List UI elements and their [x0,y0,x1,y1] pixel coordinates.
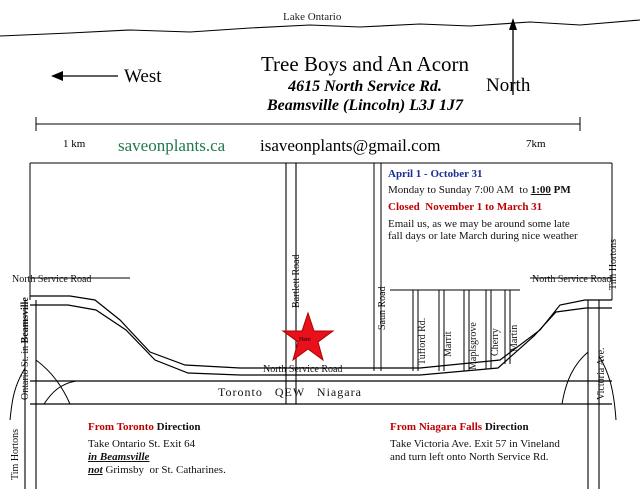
poi-tim-hortons-right: Tim Hortons [608,238,619,290]
hours-season-heading: April 1 - October 31 [388,168,483,180]
closed-block [388,201,578,243]
north-label: North [486,75,531,96]
closed-line-1: Email us, as we may be around some late [388,217,570,230]
directions-niagara [390,417,560,464]
road-label-victoria-ave: Victoria Ave. [596,347,607,400]
road-label-bartlett: Bartlett Road [291,254,302,308]
hours-season-line [388,184,571,197]
road-label-north-service-west: North Service Road [12,274,92,285]
hours-close-ampm: PM [550,183,571,196]
directions-niagara-heading [390,417,560,435]
road-label-highway: Toronto QEW Niagara [218,385,362,399]
road-label-north-service-east: North Service Road [532,274,612,285]
west-label: West [124,66,162,87]
directions-niagara-line-2: and turn left onto North Service Rd. [390,451,549,464]
directions-toronto [88,417,226,476]
scale-right-label: 7km [526,138,546,150]
email-link[interactable]: isaveonplants@gmail.com [260,136,441,155]
closed-heading: Closed November 1 to March 31 [388,201,543,213]
page-title: Tree Boys and An Acorn [260,52,470,76]
directions-toronto-heading [88,417,226,435]
poi-tim-hortons-left: Tim Hortons [10,428,21,480]
directions-toronto-line-3 [88,464,226,477]
scale-left-label: 1 km [63,138,86,150]
directions-toronto-line-2: in Beamsville [88,451,150,464]
here-marker-label: Here [299,337,311,343]
directions-toronto-not: not [88,463,103,476]
hours-block [388,168,571,196]
directions-niagara-heading-rest: Direction [482,421,529,433]
address-line-2: Beamsville (Lincoln) L3J 1J7 [267,97,463,114]
road-label-martin: Martin [509,324,520,352]
hours-season-prefix: Monday to Sunday 7:00 AM to [388,183,531,196]
road-label-maplsgrove: Maplsgrove [468,322,479,370]
ontario-st-prefix: Ontario St. in [20,343,31,400]
lake-label: Lake Ontario [283,11,342,23]
directions-toronto-line-1: Take Ontario St. Exit 64 [88,438,196,451]
road-label-ontario-st [20,297,32,400]
ontario-st-city: Beamsville [20,297,31,344]
hours-close-time: 1:00 [530,183,551,196]
road-label-north-service-center: North Service Road [263,364,343,375]
road-label-saun: Saun Road [377,286,388,330]
closed-line-2: fall days or late March during nice weather [388,230,578,243]
road-label-marrit: Marrit [443,331,454,357]
address-line-1: 4615 North Service Rd. [288,78,442,95]
directions-toronto-line-3-rest: Grimsby or St. Catharines. [102,463,226,476]
directions-niagara-line-1: Take Victoria Ave. Exit 57 in Vineland [390,438,560,451]
directions-niagara-heading-red: From Niagara Falls [390,421,483,433]
directions-toronto-heading-rest: Direction [153,421,201,433]
road-label-cherry: Cherry [490,328,501,356]
website-link[interactable]: saveonplants.ca [118,136,226,155]
directions-toronto-heading-red: From Toronto [88,421,154,433]
road-label-tufford: Tufford Rd. [417,317,428,365]
